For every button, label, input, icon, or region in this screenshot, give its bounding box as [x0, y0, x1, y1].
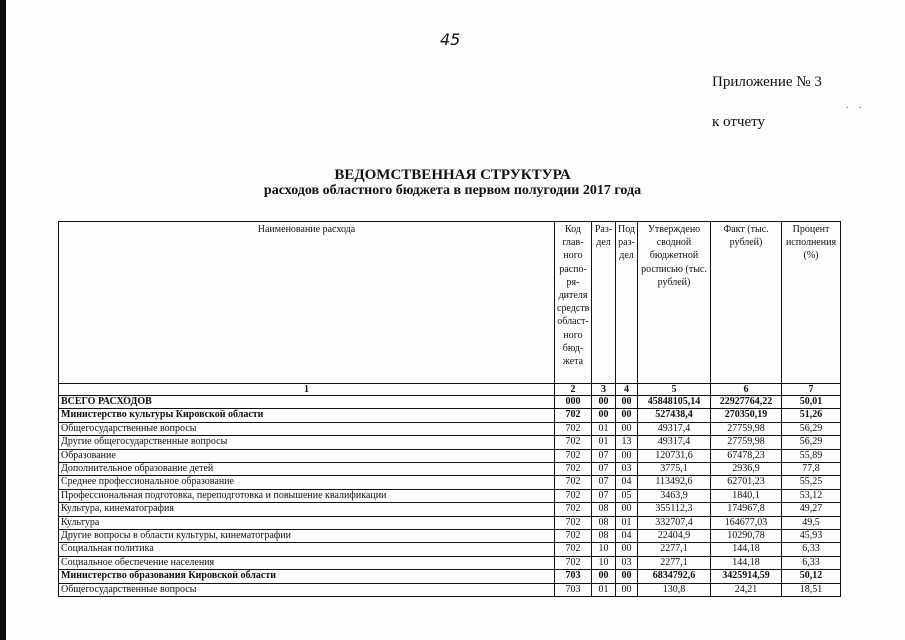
- header-percent: Процент исполнения (%): [782, 222, 841, 384]
- cell-approved: 3463,9: [638, 489, 711, 502]
- cell-actual: 27759,98: [711, 422, 782, 435]
- cell-actual: 174967,8: [711, 503, 782, 516]
- header-approved: Утверждено сводной бюджетной росписью (тыс. рублей): [638, 222, 711, 384]
- column-number: 6: [711, 384, 782, 396]
- cell-actual: 22927764,22: [711, 396, 782, 409]
- header-section: Раз- дел: [592, 222, 616, 384]
- stray-marks: . .: [846, 100, 866, 111]
- table-row: [59, 422, 841, 435]
- cell-subsection: 00: [616, 583, 638, 596]
- report-reference: к отчету: [712, 114, 765, 130]
- table-row: [59, 516, 841, 529]
- cell-subsection: 13: [616, 436, 638, 449]
- cell-actual: 67478,23: [711, 449, 782, 462]
- cell-code: 702: [555, 516, 592, 529]
- appendix-label: Приложение № 3: [712, 74, 822, 90]
- cell-approved: 49317,4: [638, 422, 711, 435]
- cell-approved: 355112,3: [638, 503, 711, 516]
- cell-percent: 49,5: [782, 516, 841, 529]
- cell-subsection: 00: [616, 449, 638, 462]
- cell-code: 702: [555, 530, 592, 543]
- table-row: [59, 396, 841, 409]
- column-number: 4: [616, 384, 638, 396]
- cell-subsection: 00: [616, 396, 638, 409]
- cell-approved: 120731,6: [638, 449, 711, 462]
- cell-percent: 77,8: [782, 463, 841, 476]
- cell-code: 703: [555, 583, 592, 596]
- table-row: [59, 543, 841, 556]
- cell-approved: 2277,1: [638, 543, 711, 556]
- cell-percent: 56,29: [782, 422, 841, 435]
- document-title: ВЕДОМСТВЕННАЯ СТРУКТУРА: [334, 167, 571, 183]
- cell-percent: 49,27: [782, 503, 841, 516]
- cell-subsection: 01: [616, 516, 638, 529]
- header-name: Наименование расхода: [59, 222, 555, 384]
- cell-code: 702: [555, 556, 592, 569]
- cell-percent: 50,12: [782, 570, 841, 583]
- cell-actual: 24,21: [711, 583, 782, 596]
- cell-section: 10: [592, 543, 616, 556]
- document-subtitle: расходов областного бюджета в первом полугодии 2017 года: [263, 183, 642, 198]
- cell-name: Министерство культуры Кировской области: [59, 409, 555, 422]
- column-number: 2: [555, 384, 592, 396]
- cell-code: 702: [555, 449, 592, 462]
- cell-percent: 6,33: [782, 543, 841, 556]
- cell-percent: 53,12: [782, 489, 841, 502]
- cell-actual: 270350,19: [711, 409, 782, 422]
- cell-percent: 56,29: [782, 436, 841, 449]
- cell-actual: 144,18: [711, 556, 782, 569]
- cell-section: 01: [592, 583, 616, 596]
- header-subsection: Под раз- дел: [616, 222, 638, 384]
- cell-subsection: 03: [616, 556, 638, 569]
- table-row: [59, 463, 841, 476]
- cell-name: Культура, кинематография: [59, 503, 555, 516]
- cell-actual: 2936,9: [711, 463, 782, 476]
- cell-subsection: 04: [616, 530, 638, 543]
- column-number: 5: [638, 384, 711, 396]
- cell-name: Министерство образования Кировской области: [59, 570, 555, 583]
- table-row: [59, 530, 841, 543]
- cell-section: 07: [592, 476, 616, 489]
- table-header-row: [59, 222, 841, 384]
- table-body: [59, 396, 841, 597]
- cell-name: Другие вопросы в области культуры, кинематографии: [59, 530, 555, 543]
- cell-name: ВСЕГО РАСХОДОВ: [59, 396, 555, 409]
- column-number: 3: [592, 384, 616, 396]
- cell-approved: 113492,6: [638, 476, 711, 489]
- cell-subsection: 00: [616, 409, 638, 422]
- cell-actual: 144,18: [711, 543, 782, 556]
- cell-name: Профессиональная подготовка, переподготовка и повышение квалификации: [59, 489, 555, 502]
- cell-section: 08: [592, 516, 616, 529]
- column-number-row: [59, 384, 841, 396]
- table-row: [59, 556, 841, 569]
- cell-subsection: 04: [616, 476, 638, 489]
- cell-actual: 164677,03: [711, 516, 782, 529]
- cell-actual: 27759,98: [711, 436, 782, 449]
- cell-approved: 130,8: [638, 583, 711, 596]
- column-number: 1: [59, 384, 555, 396]
- cell-subsection: 00: [616, 503, 638, 516]
- cell-section: 07: [592, 463, 616, 476]
- table-row: [59, 503, 841, 516]
- cell-section: 00: [592, 570, 616, 583]
- binding-strip: [0, 0, 6, 640]
- cell-name: Социальное обеспечение населения: [59, 556, 555, 569]
- cell-code: 702: [555, 422, 592, 435]
- cell-percent: 6,33: [782, 556, 841, 569]
- cell-percent: 50,01: [782, 396, 841, 409]
- table-row: [59, 476, 841, 489]
- cell-approved: 45848105,14: [638, 396, 711, 409]
- cell-name: Социальная политика: [59, 543, 555, 556]
- cell-name: Среднее профессиональное образование: [59, 476, 555, 489]
- cell-percent: 18,51: [782, 583, 841, 596]
- table-row: [59, 570, 841, 583]
- cell-approved: 22404,9: [638, 530, 711, 543]
- cell-approved: 332707,4: [638, 516, 711, 529]
- table-row: [59, 583, 841, 596]
- page-number: 45: [440, 30, 461, 49]
- cell-section: 00: [592, 396, 616, 409]
- cell-actual: 1840,1: [711, 489, 782, 502]
- cell-section: 10: [592, 556, 616, 569]
- cell-actual: 10290,78: [711, 530, 782, 543]
- cell-actual: 3425914,59: [711, 570, 782, 583]
- table-row: [59, 449, 841, 462]
- cell-approved: 2277,1: [638, 556, 711, 569]
- header-code: Код глав- ного распо- ря- дителя средств област- ного бюд- жета: [555, 222, 592, 384]
- cell-section: 08: [592, 503, 616, 516]
- cell-approved: 3775,1: [638, 463, 711, 476]
- cell-section: 07: [592, 489, 616, 502]
- cell-name: Другие общегосударственные вопросы: [59, 436, 555, 449]
- cell-name: Образование: [59, 449, 555, 462]
- cell-approved: 49317,4: [638, 436, 711, 449]
- cell-code: 702: [555, 476, 592, 489]
- cell-name: Дополнительное образование детей: [59, 463, 555, 476]
- cell-code: 702: [555, 543, 592, 556]
- cell-approved: 6834792,6: [638, 570, 711, 583]
- cell-code: 702: [555, 489, 592, 502]
- cell-section: 08: [592, 530, 616, 543]
- cell-subsection: 00: [616, 422, 638, 435]
- cell-name: Общегосударственные вопросы: [59, 422, 555, 435]
- cell-code: 000: [555, 396, 592, 409]
- cell-subsection: 00: [616, 543, 638, 556]
- cell-section: 01: [592, 436, 616, 449]
- cell-percent: 55,25: [782, 476, 841, 489]
- budget-table: [58, 221, 841, 597]
- cell-name: Общегосударственные вопросы: [59, 583, 555, 596]
- column-number: 7: [782, 384, 841, 396]
- cell-code: 703: [555, 570, 592, 583]
- cell-percent: 51,26: [782, 409, 841, 422]
- cell-code: 702: [555, 409, 592, 422]
- table-row: [59, 436, 841, 449]
- cell-percent: 45,93: [782, 530, 841, 543]
- cell-code: 702: [555, 503, 592, 516]
- cell-name: Культура: [59, 516, 555, 529]
- cell-section: 00: [592, 409, 616, 422]
- table-row: [59, 489, 841, 502]
- cell-section: 01: [592, 422, 616, 435]
- header-actual: Факт (тыс. рублей): [711, 222, 782, 384]
- cell-code: 702: [555, 436, 592, 449]
- cell-code: 702: [555, 463, 592, 476]
- cell-approved: 527438,4: [638, 409, 711, 422]
- cell-actual: 62701,23: [711, 476, 782, 489]
- cell-subsection: 03: [616, 463, 638, 476]
- cell-subsection: 00: [616, 570, 638, 583]
- cell-percent: 55,89: [782, 449, 841, 462]
- cell-subsection: 05: [616, 489, 638, 502]
- cell-section: 07: [592, 449, 616, 462]
- table-row: [59, 409, 841, 422]
